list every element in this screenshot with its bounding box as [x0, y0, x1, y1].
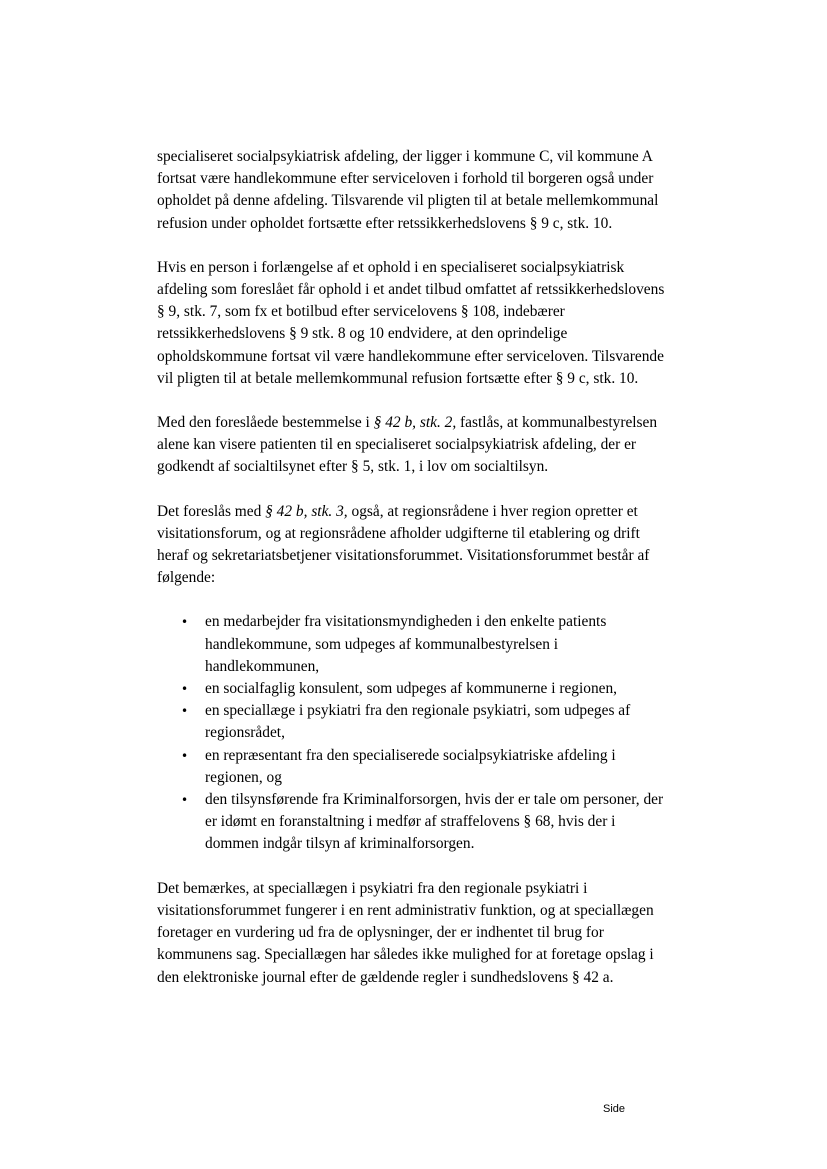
- bullet-icon: •: [181, 682, 189, 697]
- list-item-text: en socialfaglig konsulent, som udpeges af kommunerne i regionen,: [205, 680, 618, 698]
- paragraph-text: Det foreslås med: [157, 502, 266, 520]
- bullet-icon: •: [181, 615, 189, 630]
- paragraph-42b-stk2: [157, 412, 673, 479]
- paragraph-text: fastlås, at kommunalbestyrelsen alene kan visere patienten til en specialiseret socialpsykiatrisk afdeling, der er godkendt af socialtilsynet efter § 5, stk. 1, i lov om socialtilsyn.: [157, 414, 658, 476]
- list-item: [157, 789, 673, 856]
- list-item-text: den tilsynsførende fra Kriminalforsorgen, hvis der er tale om personer, der er idømt en foranstaltning i medfør af straffelovens § 68, hvis der i dommen indgår tilsyn af kriminalforsorgen.: [205, 791, 664, 853]
- section-reference: § 42 b, stk. 2,: [373, 414, 457, 432]
- paragraph-handlekommune: Hvis en person i forlængelse af et ophold i en specialiseret socialpsykiatrisk afdeling som foreslået får ophold i et andet tilbud omfattet af retssikkerhedslovens § 9, stk. 7, som fx et botilbud efter servicelovens § 108, indebærer retssikkerhedslovens § 9 stk. 8 og 10 endvidere, at den oprindelige opholdskommune fortsat vil være handlekommune efter serviceloven. Tilsvarende vil pligten til at betale mellemkommunal refusion fortsætte efter § 9 c, stk. 10.: [157, 258, 665, 387]
- list-item: [157, 678, 673, 700]
- list-item-text: en repræsentant fra den specialiserede socialpsykiatriske afdeling i regionen, og: [205, 746, 616, 786]
- list-item: [157, 611, 673, 678]
- section-reference: § 42 b, stk. 3,: [265, 502, 348, 520]
- paragraph-continuation: specialiseret socialpsykiatrisk afdeling, der ligger i kommune C, vil kommune A fortsat være handlekommune efter serviceloven i forhold til borgeren også under opholdet på denne afdeling. Tilsvarende vil pligten til at betale mellemkommunal refusion under opholdet fortsætte efter retssikkerhedslovens § 9 c, stk. 10.: [157, 148, 659, 232]
- paragraph-text: Med den foreslåede bestemmelse i: [157, 414, 374, 432]
- list-item: [157, 700, 673, 744]
- list-item: [157, 745, 673, 789]
- paragraph-text: også, at regionsrådene i hver region opretter et visitationsforum, og at regionsrådene afholder udgifterne til etablering og drift heraf og sekretariatsbetjener visitationsforummet. Visitationsforummet består af følgende:: [157, 502, 650, 587]
- page-footer-label: Side: [603, 1103, 626, 1115]
- bullet-icon: •: [181, 704, 189, 719]
- bullet-icon: •: [181, 748, 189, 763]
- list-item-text: en medarbejder fra visitationsmyndigheden i den enkelte patients handlekommune, som udpeges af kommunalbestyrelsen i handlekommunen,: [205, 613, 607, 675]
- paragraph-speciallaege: Det bemærkes, at speciallægen i psykiatri fra den regionale psykiatri i visitationsforummet fungerer i en rent administrativ funktion, og at speciallægen foretager en vurdering ud fra de oplysninger, der er indhentet til brug for kommunens sag. Speciallægen har således ikke mulighed for at foretage opslag i den elektroniske journal efter de gældende regler i sundhedslovens § 42 a.: [157, 879, 654, 986]
- document-body: [157, 146, 673, 1011]
- visitation-forum-members-list: [157, 611, 673, 855]
- bullet-icon: •: [181, 793, 189, 808]
- list-item-text: en speciallæge i psykiatri fra den regionale psykiatri, som udpeges af regionsrådet,: [205, 702, 631, 742]
- paragraph-42b-stk3: [157, 501, 673, 590]
